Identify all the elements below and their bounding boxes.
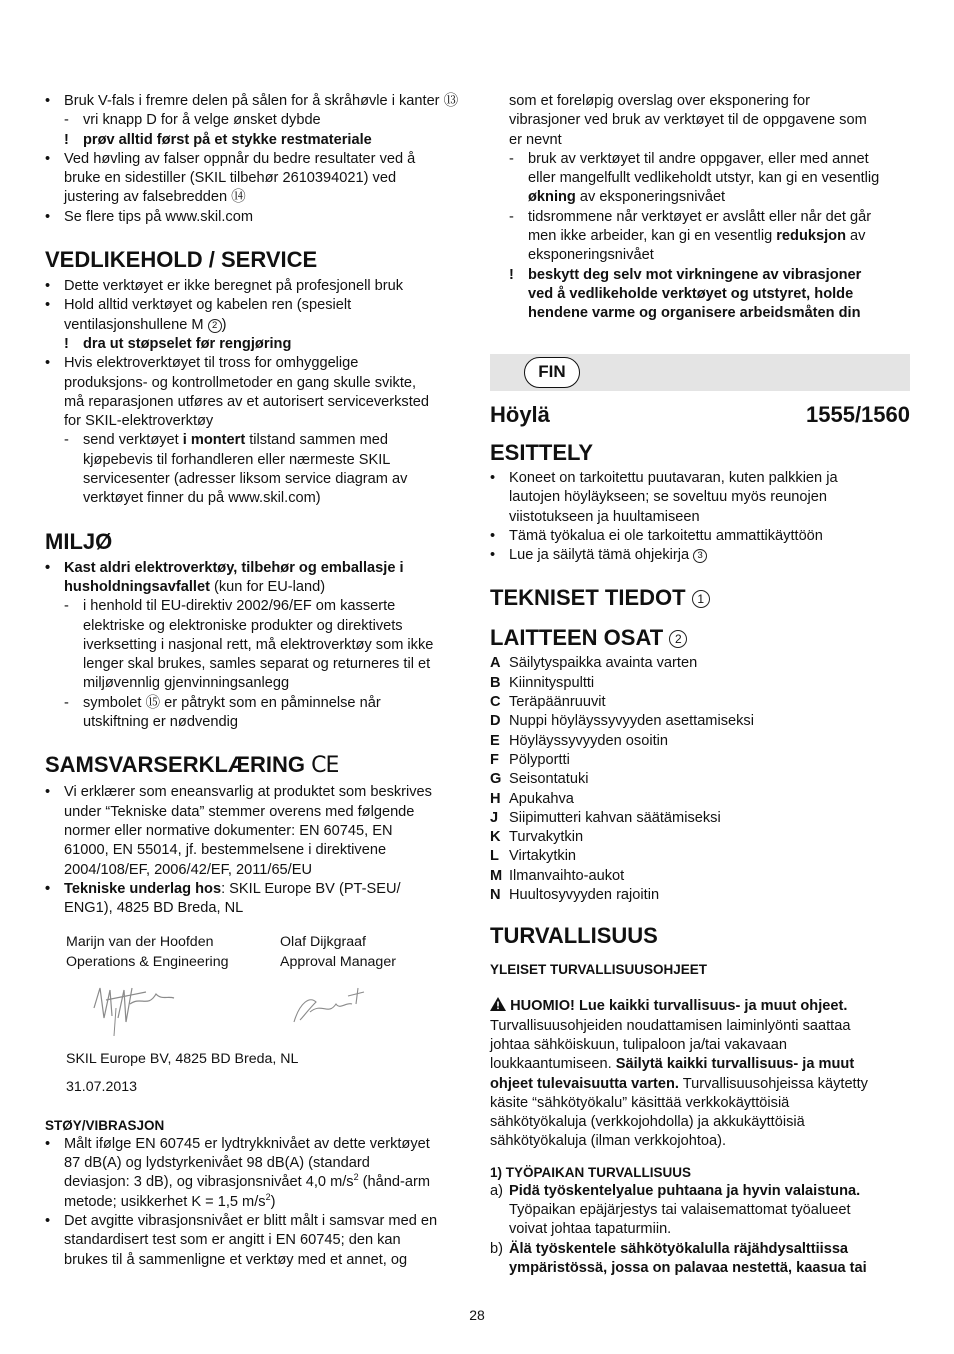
parts-list (490, 654, 910, 905)
part-key: A (490, 655, 501, 672)
line: hendene varme og organisere arbeidsmåten din (528, 305, 861, 322)
line: standardisert test som er angitt i EN 60745; den kan (64, 1232, 401, 1249)
list-item: • Kast aldri elektroverktøy, tilbehør og emballasje i husholdningsavfallet (kun for EU-land) (45, 559, 404, 595)
line: 2004/108/EF, 2006/42/EF, 2011/65/EU (64, 861, 313, 878)
section-title-esittely: ESITTELY (490, 440, 594, 465)
line: tilstand sammen med (245, 432, 388, 449)
figure-ref: ⑮ (145, 694, 161, 711)
emphasis: Säilytä kaikki turvallisuus- ja muut (615, 1056, 855, 1073)
line: (hånd-arm (358, 1174, 430, 1191)
title-text: TEKNISET TIEDOT (490, 585, 686, 611)
sub-item: - bruk av verktøyet til andre oppgaver, eller med annet eller mangelfullt vedlikeholdt utstyr, kan gi en vesentlig økning av eksponeringsnivået (509, 150, 880, 206)
part-label: Huultosyvyyden rajoitin (509, 887, 660, 904)
line: kjøpebevis til forhandleren eller nærmeste SKIL (83, 451, 391, 468)
warning-item: ! dra ut støpselet før rengjøring (45, 335, 465, 354)
section-title-miljo: MILJØ (45, 528, 113, 554)
title-text: LAITTEEN OSAT (490, 625, 664, 651)
section-title-stoy: STØY/VIBRASJON (45, 1117, 165, 1133)
product-model: 1555/1560 (806, 402, 910, 427)
signatures (45, 933, 465, 1044)
part-key: C (490, 694, 501, 711)
figure-ref: ⑬ (443, 93, 459, 109)
line: symbolet (83, 694, 146, 711)
bullet-text: Bruk V-fals i fremre delen på sålen for å skråhøvle i kanter (64, 93, 440, 109)
part-item (490, 867, 910, 886)
list-item: • Dette verktøyet er ikke beregnet på profesjonell bruk (45, 277, 465, 296)
company-address: SKIL Europe BV, 4825 BD Breda, NL (66, 1051, 299, 1068)
part-item (490, 712, 910, 731)
part-label: Höyläyssyvyyden osoitin (509, 732, 668, 749)
section-title-tekniset (490, 585, 910, 611)
ce-mark-icon: CE (311, 753, 339, 779)
line: Vi erklærer som eneansvarlig at produktet som beskrives (64, 784, 432, 801)
line: bruk av verktøyet til andre oppgaver, eller med annet (528, 150, 869, 167)
line: av (846, 228, 866, 245)
line: er nevnt (509, 131, 562, 148)
line: for SKIL-elektroverktøy (64, 413, 214, 430)
emphasis: økning (528, 189, 576, 206)
line: iverksetting i nasjonal rett, må elektroverktøy som ikke (83, 636, 434, 653)
line: må reparasjonen utføres av et autorisert serviceverksted (64, 393, 430, 410)
line: Kast aldri elektroverktøy, tilbehør og emballasje i (64, 559, 404, 576)
intro-list (45, 92, 465, 227)
line: normer eller normative dokumenter: EN 60745, EN (64, 822, 393, 839)
part-item (490, 828, 910, 847)
part-key: K (490, 829, 501, 846)
line: sähkötyökaluja (ilman verkkojohtoa). (490, 1133, 727, 1150)
bullet-text: Se flere tips på www.skil.com (64, 208, 253, 225)
line: käsite “sähkötyökalu” käsittää verkkokäyttöisiä (490, 1094, 790, 1111)
part-label: Virtakytkin (509, 848, 577, 865)
line: Lue ja säilytä tämä ohjekirja (509, 547, 690, 564)
line: johtaa sähköiskuun, tulipaloon ja/tai vakavaan (490, 1036, 787, 1053)
sub-item: - vri knapp D for å velge ønsket dybde (45, 111, 465, 130)
list-item: • Målt ifølge EN 60745 er lydtrykknivået av dette verktøyet 87 dB(A) og lydstyrkenivået 98 dB(A) (standard deviasjon: 3 dB), og vibrasjonsnivået 4,0 $m/s^2$ (hånd-arm metode; usikkerhet K = 1,5 $m/s^2$) (45, 1135, 430, 1210)
part-key: J (490, 809, 499, 826)
part-label: Siipimutteri kahvan säätämiseksi (509, 809, 721, 826)
part-key: H (490, 790, 501, 807)
part-key: L (490, 848, 499, 865)
list-item (490, 1182, 910, 1240)
line: eksponeringsnivået (528, 247, 654, 264)
bullet-text: Dette verktøyet er ikke beregnet på profesjonell bruk (64, 278, 404, 295)
part-key: G (490, 771, 502, 788)
part-label: Ilmanvaihto-aukot (509, 867, 625, 884)
line: lenger skal brukes, samles separat og returneres til et (83, 656, 431, 673)
part-item (490, 790, 910, 809)
line: : SKIL Europe BV (PT-SEU/ (221, 880, 401, 897)
sub-item: - i henhold til EU-direktiv 2002/96/EF om kasserte elektriske og elektroniske produkter og direktivets iverksetting i nasjonal rett, må elektroverktøy som ikke lenger skal brukes, samles separat og returneres til et miljøvennlig gjenvinningsanlegg (64, 598, 434, 692)
sub-item: - symbolet ⑮ er påtrykt som en påminnelse når utskiftning er nødvendig (64, 694, 381, 731)
signatory-name: Olaf Dijkgraaf (280, 934, 366, 951)
emphasis: Älä työskentele sähkötyökalulla räjähdysalttiissa (509, 1240, 849, 1257)
part-label: Apukahva (509, 790, 574, 807)
part-label: Seisontatuki (509, 771, 589, 788)
part-label: Säilytyspaikka avainta varten (509, 655, 698, 672)
superscript: 2 (353, 1172, 359, 1183)
warning-text: dra ut støpselet før rengjøring (83, 335, 292, 352)
list-item: • Bruk V-fals i fremre delen på sålen for å skråhøvle i kanter ⑬ (45, 93, 459, 109)
item-key: a) (490, 1182, 503, 1199)
line: ) (270, 1193, 276, 1210)
page-number: 28 (469, 1307, 485, 1323)
emphasis: reduksjon (776, 228, 846, 245)
line: brukes til å sammenligne et verktøy med et annet, og (64, 1251, 408, 1268)
line: Hold alltid verktøyet og kabelen ren (spesielt (64, 297, 352, 314)
section-title-samsvar (45, 752, 465, 779)
part-item (490, 847, 910, 866)
part-key: M (490, 867, 503, 884)
language-badge: FIN (524, 357, 580, 388)
part-item (490, 674, 910, 693)
signatory-role: Operations & Engineering (66, 953, 229, 970)
emphasis: ympäristössä, jossa on palavaa nestettä, kaasua tai (509, 1259, 867, 1276)
line: 61000, EN 55014, jf. bestemmelsene i direktivene (64, 842, 387, 859)
line: ENG1), 4825 BD Breda, NL (64, 900, 244, 917)
line: Työpaikan epäjärjestys tai valaisemattomat työalueet (509, 1202, 851, 1219)
list-item: • Tekniske underlag hos: SKIL Europe BV (PT-SEU/ ENG1), 4825 BD Breda, NL (45, 880, 401, 917)
product-header (490, 402, 910, 428)
part-label: Teräpäänruuvit (509, 694, 606, 711)
vedlikehold-list (45, 277, 465, 509)
left-column (45, 92, 465, 1270)
part-key: F (490, 751, 499, 768)
line: Turvallisuusohjeiden noudattamisen laiminlyönti saattaa (490, 1017, 851, 1034)
part-key: E (490, 732, 500, 749)
signatory-2 (280, 933, 396, 1044)
sub-item: - send verktøyet i montert tilstand sammen med kjøpebevis til forhandleren eller nærmeste SKIL servicesenter (adresser liksom service diagram av verktøyet finner du på www.skil.com) (64, 432, 408, 507)
figure-ref: 2 (669, 630, 687, 648)
line: metode; usikkerhet K = 1,5 m/s (64, 1193, 266, 1210)
line: voivat johtaa tapaturmiin. (509, 1221, 672, 1238)
line: loukkaantumiseen. (490, 1056, 616, 1073)
list-item: • Se flere tips på www.skil.com (45, 208, 465, 227)
subsection-title-general: YLEISET TURVALLISUUSOHJEET (490, 962, 708, 978)
line: Det avgitte vibrasjonsnivået er blitt målt i samsvar med en (64, 1213, 438, 1230)
line: Koneet on tarkoitettu puutavaran, kuten palkkien ja (509, 470, 838, 486)
miljo-list (45, 559, 465, 733)
line: send verktøyet (83, 432, 183, 449)
line: men ikke arbeider, kan gi en vesentlig (528, 228, 777, 245)
line: Ved høvling av falser oppnår du bedre resultater ved å (64, 150, 416, 167)
line: Hvis elektroverktøyet til tross for omhyggelige (64, 355, 359, 372)
signatory-1 (66, 933, 280, 1044)
line: (kun for EU-land) (209, 578, 326, 595)
part-key: D (490, 713, 501, 730)
product-name: Höylä (490, 402, 550, 427)
part-item (490, 751, 910, 770)
list-item: • Tämä työkalua ei ole tarkoitettu ammattikäyttöön (490, 527, 910, 546)
subsection-title-workplace: 1) TYÖPAIKAN TURVALLISUUS (490, 1164, 692, 1180)
section-title-turvallisuus: TURVALLISUUS (490, 923, 658, 949)
right-column-top (490, 92, 910, 324)
line: miljøvennlig gjenvinningsanlegg (83, 675, 290, 692)
warning-item: ! prøv alltid først på et stykke restmateriale (45, 131, 465, 150)
language-bar (490, 354, 910, 391)
list-item (490, 1240, 910, 1279)
list-item: • Ved høvling av falser oppnår du bedre resultater ved å bruke en sidestiller (SKIL tilbehør 2610394021) ved justering av falsebredden ⑭ (45, 150, 416, 206)
part-label: Kiinnityspultti (509, 674, 595, 691)
line: Målt ifølge EN 60745 er lydtrykknivået av dette verktøyet (64, 1135, 430, 1152)
emphasis: Pidä työskentelyalue puhtaana ja hyvin valaistuna. (509, 1182, 861, 1199)
figure-ref: 1 (692, 590, 710, 608)
line: som et foreløpig overslag over eksponering for (509, 93, 810, 109)
line: eller mangelfullt vedlikeholdt utstyr, kan gi en vesentlig (528, 170, 880, 187)
item-key: b) (490, 1240, 503, 1257)
title-text: SAMSVARSERKLÆRING (45, 752, 305, 778)
part-item (490, 770, 910, 789)
part-label: Nuppi höyläyssyvyyden asettamiseksi (509, 713, 754, 730)
line: deviasjon: 3 dB), og vibrasjonsnivået 4,0 m/s (64, 1174, 354, 1191)
part-item (490, 693, 910, 712)
line: verktøyet finner du på www.skil.com) (83, 490, 321, 507)
line: 87 dB(A) og lydstyrkenivået 98 dB(A) (standard (64, 1155, 370, 1172)
part-key: N (490, 887, 501, 904)
list-item: • Det avgitte vibrasjonsnivået er blitt målt i samsvar med en standardisert test som er angitt i EN 60745; den kan brukes til å sammenligne et verktøy med et annet, og (45, 1213, 438, 1268)
line: sähkötyökaluja (verkkojohdolla) ja akkukäyttöisiä (490, 1114, 805, 1131)
section-title-vedlikehold: VEDLIKEHOLD / SERVICE (45, 247, 318, 273)
line: ventilasjonshullene M (64, 316, 204, 333)
list-item: • Vi erklærer som eneansvarlig at produktet som beskrives under “Tekniske data” stemmer overens med følgende normer eller normative dokumenter: EN 60745, EN 61000, EN 55014, jf. bestemmelsene i direktivene 2004/108/EF, 2006/42/EF, 2011/65/EU (45, 784, 432, 878)
part-label: Turvakytkin (509, 829, 584, 846)
warning-item: ! beskytt deg selv mot virkningene av vibrasjoner ved å vedlikeholde verktøyet og utstyret, holde hendene varme og organisere arbeidsmåten din (509, 266, 862, 322)
figure-ref: 2 (208, 319, 222, 333)
line: viistotukseen ja huultamiseen (509, 508, 700, 525)
part-item (490, 654, 910, 673)
continued-paragraph (490, 92, 910, 150)
line: utskiftning er nødvendig (83, 714, 238, 731)
signature-2-image (288, 982, 368, 1032)
line: beskytt deg selv mot virkningene av vibrasjoner (528, 266, 862, 283)
list-item: • Lue ja säilytä tämä ohjekirja 3 (490, 546, 910, 565)
signatory-role: Approval Manager (280, 953, 396, 970)
line: er påtrykt som en påminnelse når (160, 694, 381, 711)
line: av eksponeringsnivået (575, 189, 726, 206)
list-item: • Koneet on tarkoitettu puutavaran, kuten palkkien ja lautojen höyläykseen; se soveltuu myös reunojen viistotukseen ja huultamiseen (490, 470, 838, 525)
part-item (490, 732, 910, 751)
line: ved å vedlikeholde verktøyet og utstyret, holde (528, 285, 854, 302)
line: under “Tekniske data” stemmer overens med følgende (64, 803, 415, 820)
signatory-name: Marijn van der Hoofden (66, 934, 214, 951)
sub-item: - tidsrommene når verktøyet er avslått eller når det går men ikke arbeider, kan gi en vesentlig reduksjon av eksponeringsnivået (509, 208, 872, 264)
line: tidsrommene når verktøyet er avslått eller når det går (528, 208, 872, 225)
emphasis: Tekniske underlag hos (64, 880, 222, 897)
line: vibrasjoner ved bruk av verktøyet til de oppgavene som (509, 112, 867, 129)
list-item: • Hvis elektroverktøyet til tross for omhyggelige produksjons- og kontrollmetoder en gang skulle svikte, må reparasjonen utføres av et autorisert serviceverksted for SKIL-elektroverktøy (45, 355, 430, 430)
line: bruke en sidestiller (SKIL tilbehør 2610394021) ved (64, 170, 397, 187)
part-key: B (490, 674, 501, 691)
section-title-osat (490, 625, 910, 651)
bullet-text: Tämä työkalua ei ole tarkoitettu ammattikäyttöön (509, 527, 823, 544)
emphasis: i montert (182, 432, 246, 449)
line: justering av falsebredden (64, 189, 228, 206)
line: produksjons- og kontrollmetoder en gang skulle svikte, (64, 374, 417, 391)
stoy-list (45, 1135, 465, 1270)
sub-text: vri knapp D for å velge ønsket dybde (83, 112, 321, 129)
line: HUOMIO! Lue kaikki turvallisuus- ja muut ohjeet. (510, 998, 848, 1015)
line: elektriske og elektroniske produkter og direktivets (83, 617, 403, 634)
signature-1-image (86, 978, 186, 1038)
emphasis: husholdningsavfallet (64, 578, 210, 595)
emphasis: ohjeet tulevaisuutta varten. (490, 1075, 679, 1092)
figure-ref: 3 (693, 549, 707, 563)
warning-triangle-icon (490, 997, 506, 1011)
line: servicesenter (adresser liksom service diagram av (83, 471, 408, 488)
superscript: 2 (265, 1191, 271, 1202)
declaration-date: 31.07.2013 (66, 1078, 138, 1095)
part-item (490, 809, 910, 828)
list-item: • Hold alltid verktøyet og kabelen ren (spesielt ventilasjonshullene M 2 ) (45, 297, 352, 333)
figure-ref: ⑭ (231, 189, 246, 206)
line: i henhold til EU-direktiv 2002/96/EF om kasserte (83, 598, 396, 615)
safety-paragraph (490, 997, 910, 1151)
warning-text: prøv alltid først på et stykke restmateriale (83, 131, 372, 148)
part-label: Pölyportti (509, 751, 570, 768)
right-column-fin (490, 402, 910, 1278)
part-item (490, 886, 910, 905)
line: Turvallisuusohjeissa käytetty (678, 1075, 868, 1092)
samsvar-list (45, 783, 465, 918)
line: lautojen höyläykseen; se soveltuu myös reunojen (509, 489, 828, 506)
